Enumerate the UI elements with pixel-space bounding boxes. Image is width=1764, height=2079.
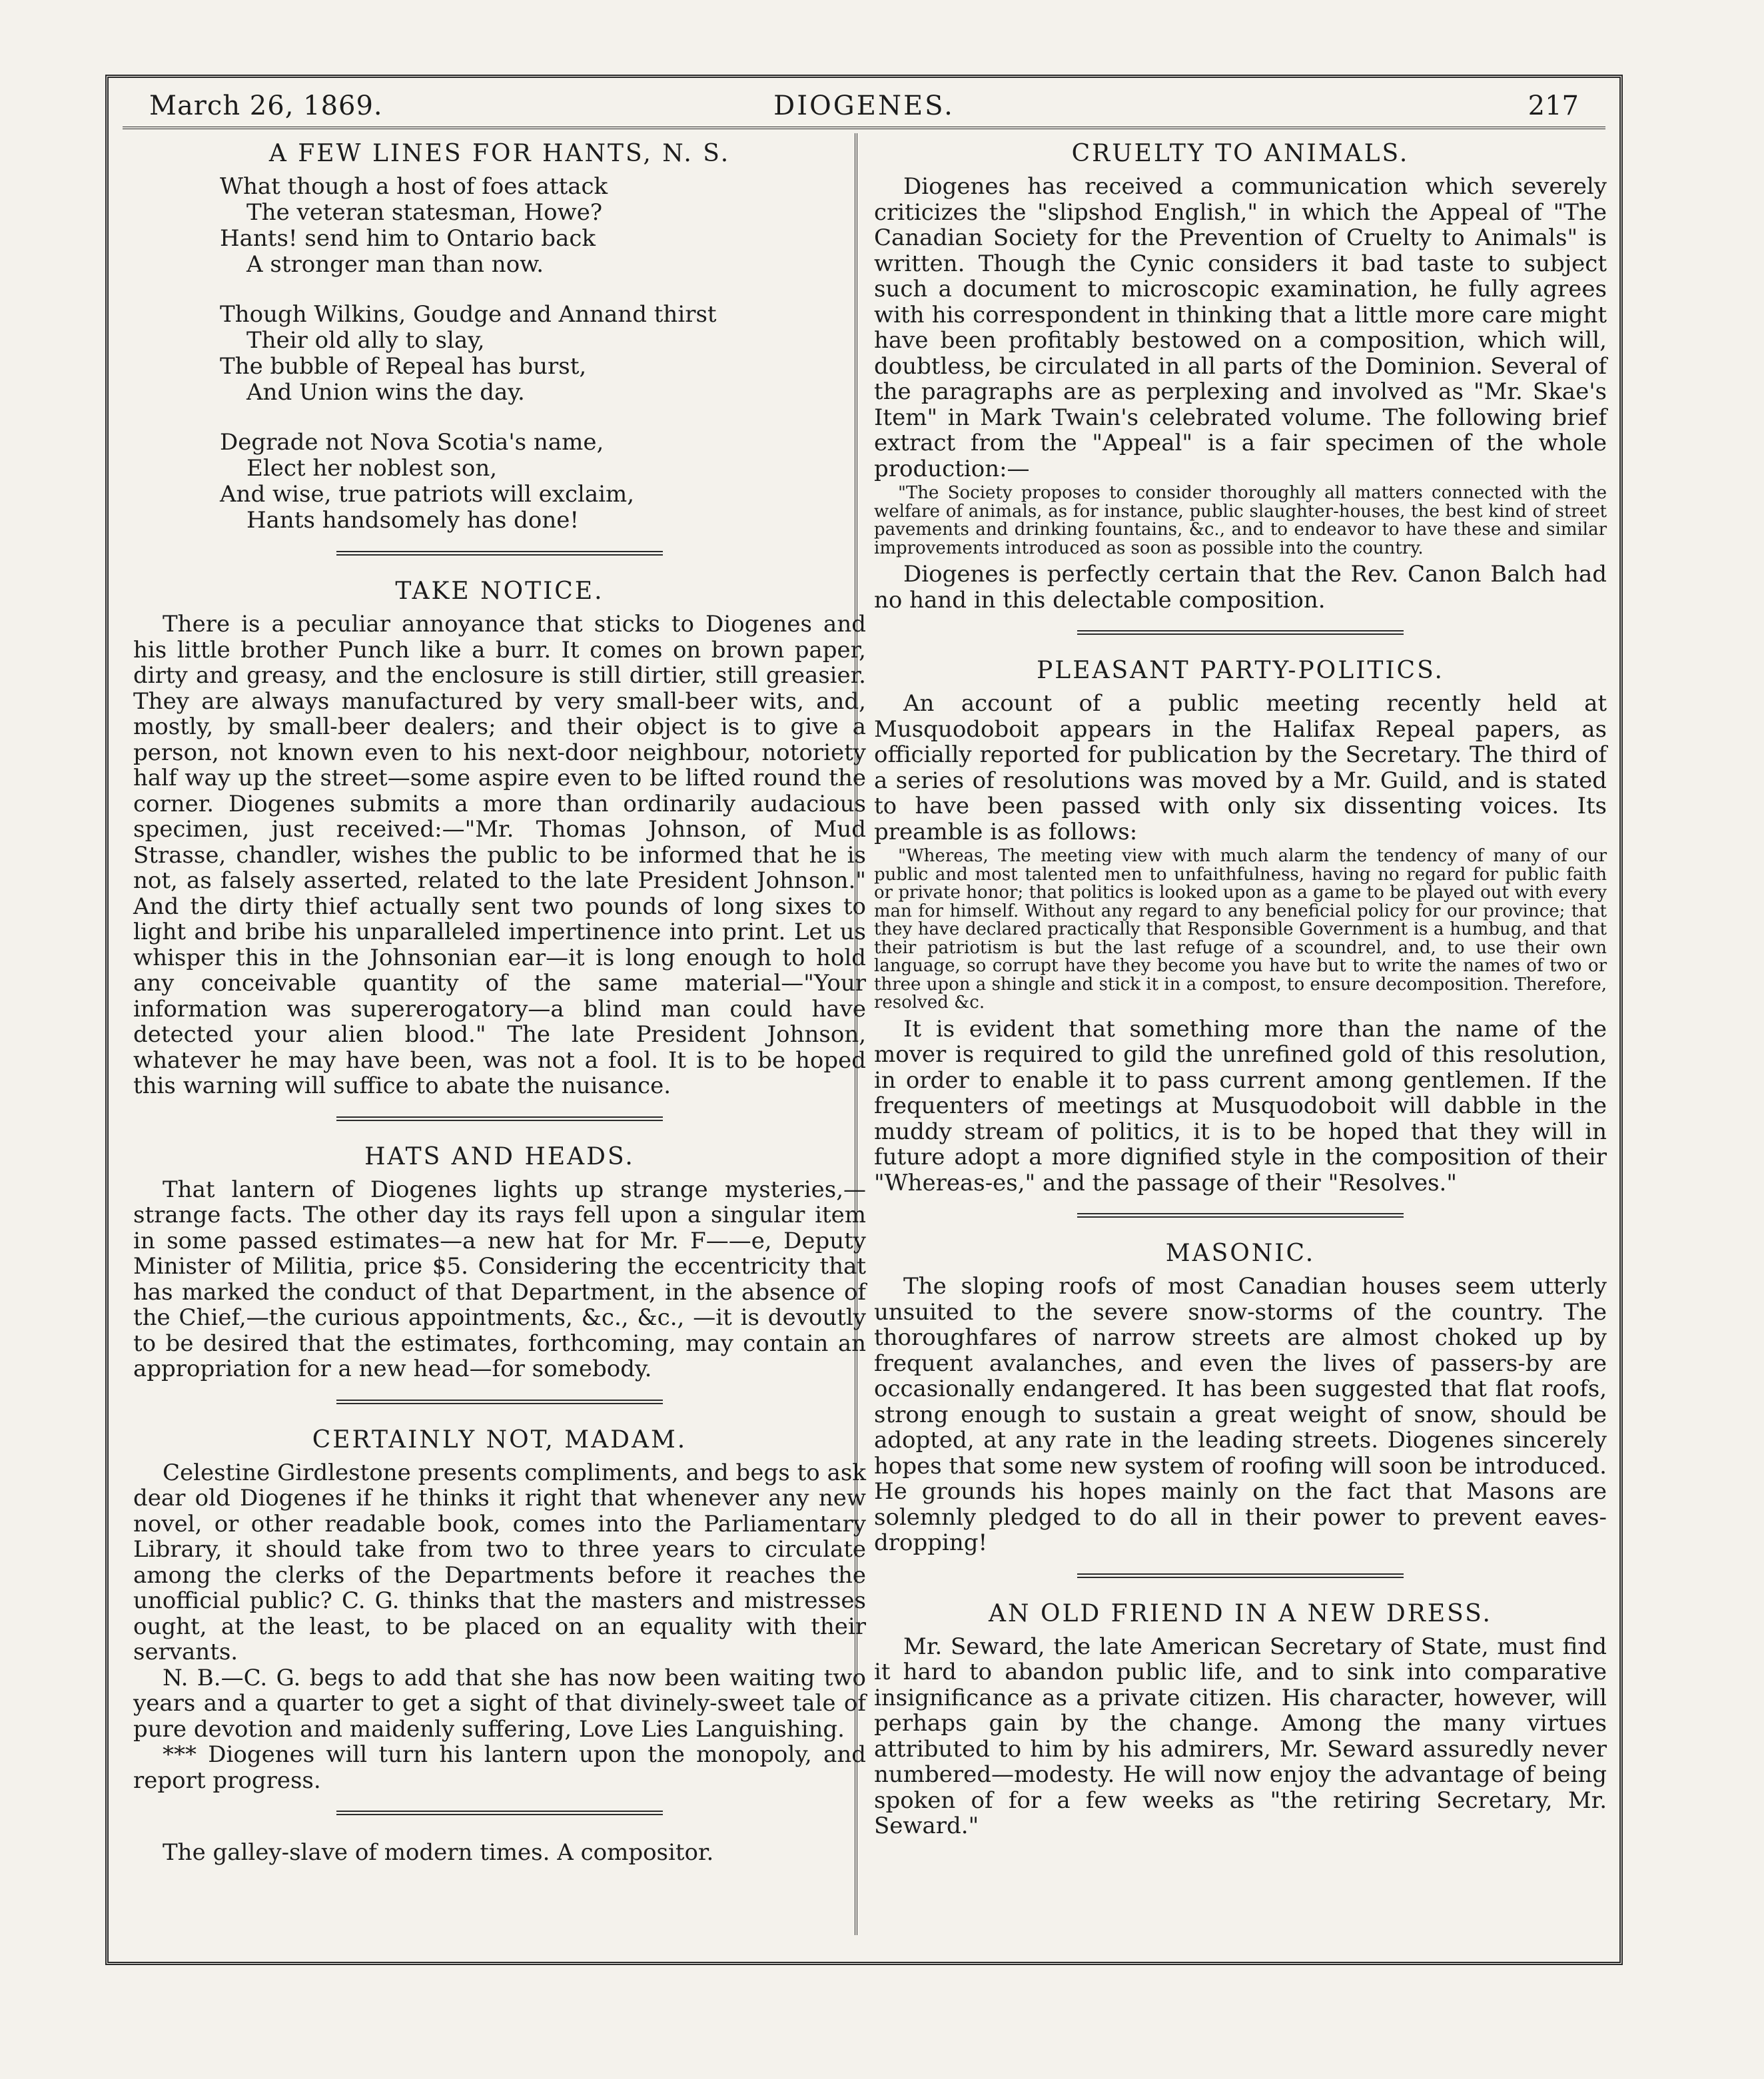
- poem-line: Hants handsomely has done!: [246, 507, 580, 534]
- certainly-not-article: [133, 1426, 866, 1794]
- cruelty-title: CRUELTY TO ANIMALS.: [1071, 140, 1410, 167]
- certainly-not-postscript: N. B.—C. G. begs to add that she has now been waiting two years and a quarter to get a sight of that divinely-sweet tale of pure devotion and maidenly suffering, Love Lies Languishing.: [133, 1664, 866, 1743]
- party-politics-article: [874, 657, 1607, 1196]
- take-notice-text: There is a peculiar annoyance that sticks to Diogenes and his little brother Punch like a burr. It comes on brown paper, dirty and greasy, and the enclosure is still dirtier, still greasier. They are always manufactured by very small-beer wits, and, mostly, by small-beer dealers; and their object is to give a person, not known even to his next-door neighbour, notoriety half way up the street—some aspire even to be lifted round the corner. Diogenes submits a more than ordinarily audacious specimen, just received:—"Mr. Thomas Johnson, of Mud Strasse, chandler, wishes the public to be informed that he is not, as falsely asserted, related to the late President Johnson." And the dirty thief actually sent two pounds of long sixes to light and bribe his unparalleled impertinence into print. Let us whisper this in the Johnsonian ear—it is long enough to hold any conceivable quantity of the same material—"Your information was supererogatory—a blind man could have detected your alien blood." The late President Johnson, whatever he may have been, was not a fool. It is to be hoped this warning will suffice to abate the nuisance.: [133, 611, 866, 1099]
- take-notice-article: [133, 578, 866, 1099]
- old-friend-article: [874, 1600, 1607, 1839]
- right-column: [874, 140, 1607, 1839]
- poem-line: Degrade not Nova Scotia's name,: [220, 429, 604, 456]
- left-column: [133, 140, 866, 1888]
- section-separator: [1077, 630, 1404, 637]
- certainly-not-paragraph: Celestine Girdlestone presents compliments, and begs to ask dear old Diogenes if he thinks it right that whenever any new novel, or other readable book, comes into the Parliamentary Library, it should take from two to three years to circulate among the clerks of the Departments before it reaches the unofficial public? C. G. thinks that the masters and mistresses ought, at the least, to be placed on an equality with their servants.: [133, 1459, 866, 1665]
- hats-and-heads-article: [133, 1143, 866, 1382]
- section-separator: [336, 1116, 663, 1123]
- poem-line: What though a host of foes attack: [220, 173, 608, 200]
- page-number: 217: [1528, 91, 1579, 121]
- hats-and-heads-title: HATS AND HEADS.: [364, 1142, 635, 1170]
- old-friend-text: Mr. Seward, the late American Secretary of State, must find it hard to abandon public life, and to sink into comparative insignificance as a private citizen. His character, however, will perhaps gain by the change. Among the many virtues attributed to him by his admirers, Mr. Seward assuredly never numbered—modesty. He will now enjoy the advantage of being spoken of for a few weeks as "the retiring Secretary, Mr. Seward.": [874, 1633, 1607, 1839]
- cruelty-conclusion: Diogenes is perfectly certain that the Rev. Canon Balch had no hand in this delectable composition.: [874, 561, 1607, 614]
- party-politics-quote: "Whereas, The meeting view with much alarm the tendency of many of our public and most talented men to unfaithfulness, having no regard for public faith or private honor; that politics is looked upon as a game to be played out with every man for himself. Without any regard to any beneficial policy for our province; that they have declared practically that Responsible Government is a humbug, and that their patriotism is but the last refuge of a scoundrel, and, to use their own language, so corrupt have they become you have but to write the names of two or three upon a shingle and stick it in a compost, to ensure decomposition. Therefore, resolved &c.: [874, 846, 1607, 1013]
- poem-article: [133, 140, 866, 534]
- poem-line: And wise, true patriots will exclaim,: [220, 481, 635, 508]
- poem-line: The bubble of Repeal has burst,: [220, 353, 587, 380]
- issue-date: March 26, 1869.: [149, 91, 383, 121]
- party-politics-conclusion: It is evident that something more than the name of the mover is required to gild the unrefined gold of this resolution, in order to enable it to pass current among gentlemen. If the frequenters of meetings at Musquodoboit will dabble in the muddy stream of politics, it is to be hoped that they will in future adopt a more dignified style in the composition of their "Whereas-es," and the passage of their "Resolves.": [874, 1015, 1607, 1196]
- masonic-text: The sloping roofs of most Canadian houses seem utterly unsuited to the severe snow-storms of the country. The thoroughfares of narrow streets are almost choked up by frequent avalanches, and even the lives of passers-by are occasionally endangered. It has been suggested that flat roofs, strong enough to sustain a great weight of snow, should be adopted, at any rate in the leading streets. Diogenes sincerely hopes that some new system of roofing will soon be introduced. He grounds his hopes mainly on the fact that Masons are solemnly pledged to do all in their power to prevent eaves-dropping!: [874, 1273, 1607, 1556]
- cruelty-article: [874, 140, 1607, 613]
- poem-line: And Union wins the day.: [246, 379, 525, 406]
- section-separator: [336, 551, 663, 558]
- section-separator: [1077, 1573, 1404, 1580]
- poem-line: Hants! send him to Ontario back: [220, 225, 596, 252]
- cruelty-paragraph: Diogenes has received a communication which severely criticizes the "slipshod English," in which the Appeal of "The Canadian Society for the Prevention of Cruelty to Animals" is written. Though the Cynic considers it bad taste to subject such a document to microscopic examination, he fully agrees with his correspondent in thinking that a little more care might have been profitably bestowed on a composition, which will, doubtless, be circulated in all parts of the Dominion. Several of the paragraphs are as perplexing and involved as "Mr. Skae's Item" in Mark Twain's celebrated volume. The following brief extract from the "Appeal" is a fair specimen of the whole production:—: [874, 173, 1607, 482]
- party-politics-title: PLEASANT PARTY-POLITICS.: [1037, 657, 1444, 684]
- cruelty-quote: "The Society proposes to consider thoroughly all matters connected with the welfare of animals, as for instance, public slaughter-houses, the best kind of street pavements and drinking fountains, &c., and to endeavor to have these and similar improvements introduced as soon as possible into the country.: [874, 483, 1607, 558]
- certainly-not-title: CERTAINLY NOT, MADAM.: [312, 1426, 687, 1454]
- masonic-article: [874, 1240, 1607, 1556]
- party-politics-paragraph: An account of a public meeting recently held at Musquodoboit appears in the Halifax Repeal papers, as officially reported for publication by the Secretary. The third of a series of resolutions was moved by a Mr. Guild, and is stated to have been passed with only six dissenting voices. Its preamble is as follows:: [874, 690, 1607, 845]
- poem-body: [220, 174, 866, 534]
- masthead: DIOGENES.: [773, 91, 955, 121]
- take-notice-title: TAKE NOTICE.: [395, 578, 604, 605]
- poem-line: Elect her noblest son,: [246, 455, 498, 482]
- page-header: [123, 85, 1605, 129]
- section-separator: [1077, 1213, 1404, 1220]
- section-separator: [336, 1811, 663, 1817]
- section-separator: [336, 1400, 663, 1406]
- poem-line: Their old ally to slay,: [246, 327, 485, 354]
- certainly-not-note: *** Diogenes will turn his lantern upon the monopoly, and report progress.: [133, 1741, 866, 1794]
- old-friend-title: AN OLD FRIEND IN A NEW DRESS.: [989, 1599, 1492, 1627]
- galley-slave-quip: The galley-slave of modern times. A compositor.: [163, 1839, 714, 1866]
- poem-line: A stronger man than now.: [246, 251, 544, 278]
- poem-line: The veteran statesman, Howe?: [246, 199, 603, 226]
- masonic-title: MASONIC.: [1165, 1240, 1316, 1267]
- poem-line: Though Wilkins, Goudge and Annand thirst: [220, 301, 717, 328]
- hats-and-heads-text: That lantern of Diogenes lights up strange mysteries,—strange facts. The other day its rays fell upon a singular item in some passed estimates—a new hat for Mr. F——e, Deputy Minister of Militia, price $5. Considering the eccentricity that has marked the conduct of that Department, in the absence of the Chief,—the curious appointments, &c., &c., —it is devoutly to be desired that the estimates, forthcoming, may contain an appropriation for a new head—for somebody.: [133, 1176, 866, 1382]
- poem-title: A FEW LINES FOR HANTS, N. S.: [268, 140, 731, 167]
